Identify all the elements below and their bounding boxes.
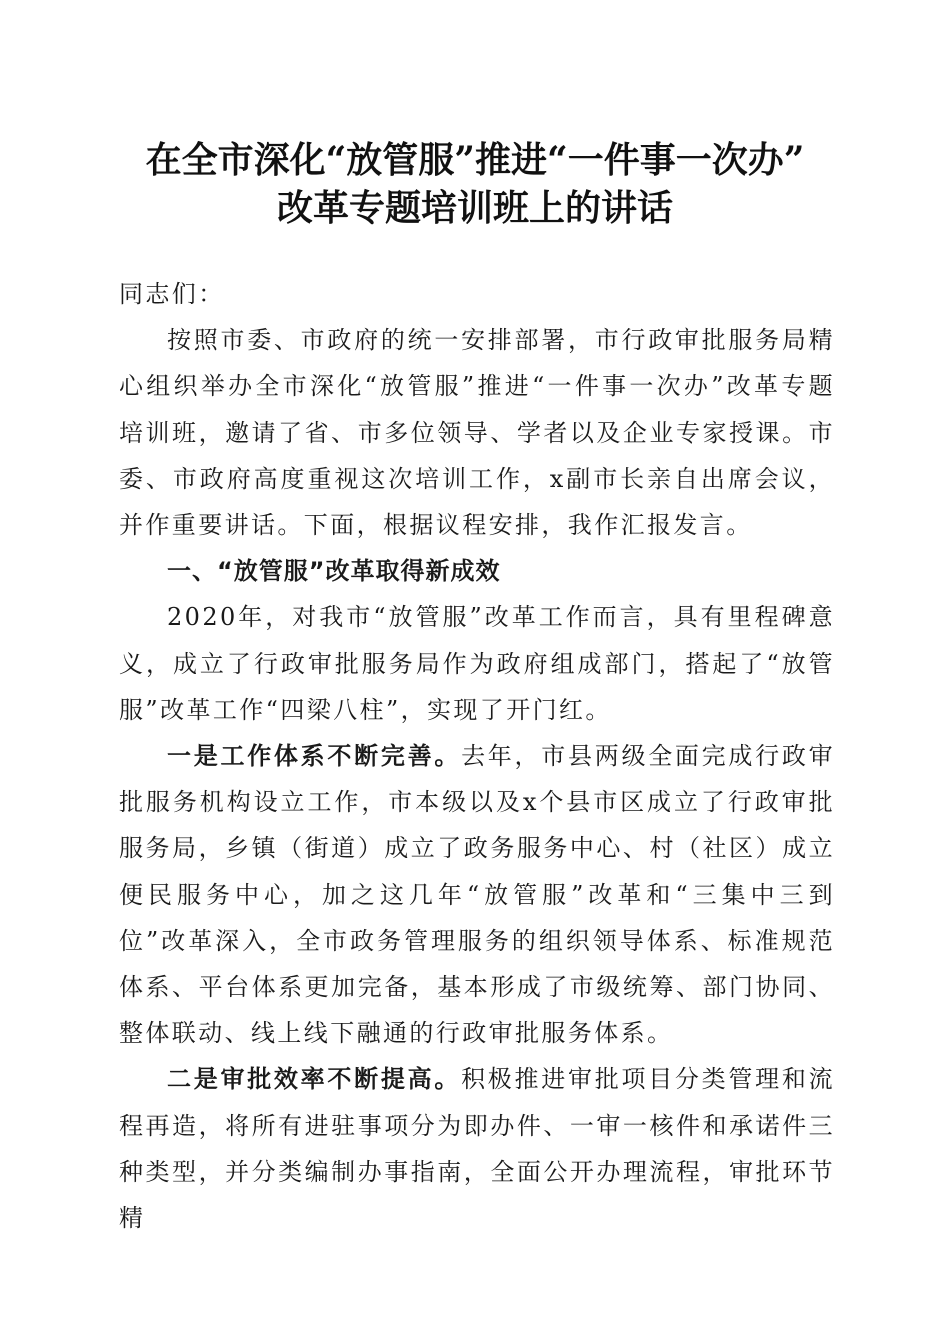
point-2-lead: 二是审批效率不断提高。	[167, 1064, 462, 1094]
intro-paragraph: 按照市委、市政府的统一安排部署，市行政审批服务局精心组织举办全市深化“放管服”推进“一件事一次办”改革专题培训班，邀请了省、市多位领导、学者以及企业专家授课。市委、市政府高度重视这次培训工作，x副市长亲自出席会议，并作重要讲话。下面，根据议程安排，我作汇报发言。	[119, 326, 835, 539]
point-1-lead: 一是工作体系不断完善。	[167, 741, 462, 771]
point-2-paragraph	[119, 1056, 835, 1241]
document-title-line-2: 改革专题培训班上的讲话	[276, 187, 673, 229]
point-2-text: 积极推进审批项目分类管理和流程再造，将所有进驻事项分为即办件、一审一核件和承诺件三种类型，并分类编制办事指南，全面公开办理流程，审批环节精	[119, 1065, 835, 1233]
salutation: 同志们：	[119, 280, 225, 308]
document-title-line-1: 在全市深化“放管服”推进“一件事一次办”	[145, 139, 805, 181]
section-1-intro-paragraph: 2020年，对我市“放管服”改革工作而言，具有里程碑意义，成立了行政审批服务局作为政府组成部门，搭起了“放管服”改革工作“四梁八柱”，实现了开门红。	[119, 603, 835, 724]
document-body	[119, 271, 835, 1241]
point-1-paragraph	[119, 733, 835, 1056]
point-1-text: 去年，市县两级全面完成行政审批服务机构设立工作，市本级以及x个县市区成立了行政审批服务局，乡镇（街道）成立了政务服务中心、村（社区）成立便民服务中心，加之这几年“放管服”改革和“三集中三到位”改革深入，全市政务管理服务的组织领导体系、标准规范体系、平台体系更加完备，基本形成了市级统筹、部门协同、整体联动、线上线下融通的行政审批服务体系。	[119, 742, 835, 1048]
section-heading-1: 一、“放管服”改革取得新成效	[167, 557, 501, 586]
